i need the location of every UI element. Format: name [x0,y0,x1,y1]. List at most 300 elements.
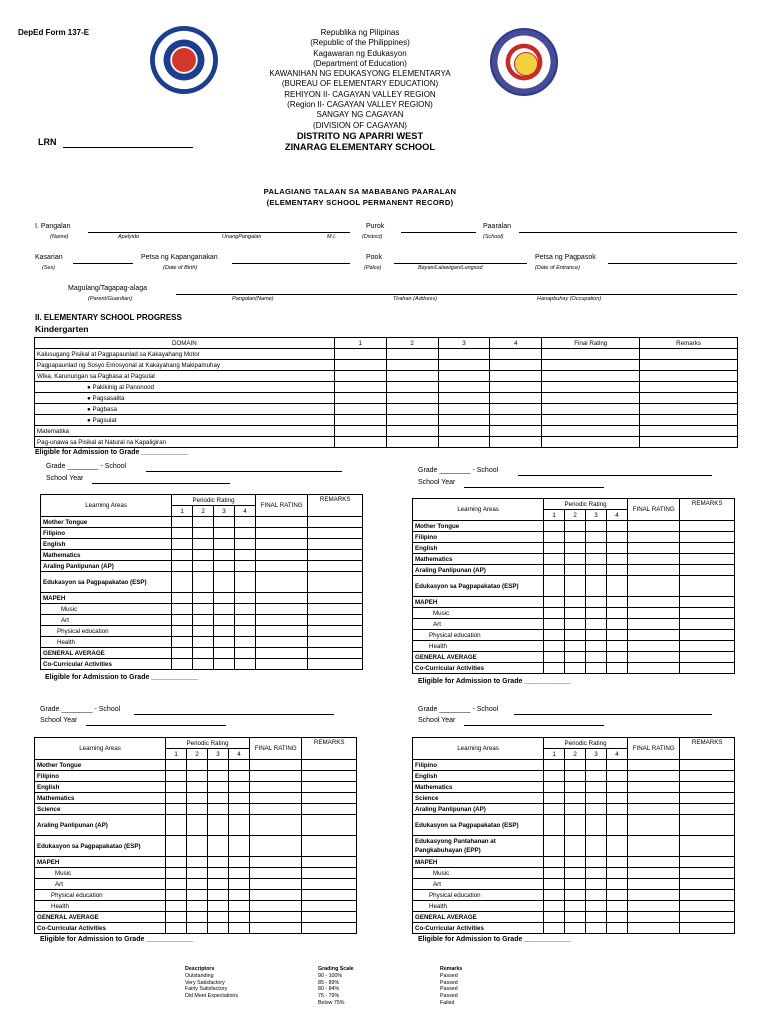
remarks-cell[interactable] [680,836,735,857]
rating-cell[interactable] [208,836,229,857]
final-cell[interactable] [255,572,307,593]
remarks-cell[interactable] [302,879,357,890]
school-field[interactable] [519,232,737,233]
rating-cell[interactable] [565,532,586,543]
remarks-cell[interactable] [640,437,738,448]
rating-cell[interactable] [386,404,438,415]
rating-cell[interactable] [172,626,193,637]
final-cell[interactable] [542,393,640,404]
rating-cell[interactable] [208,890,229,901]
rating-cell[interactable] [214,593,235,604]
rating-cell[interactable] [544,782,565,793]
remarks-cell[interactable] [680,565,735,576]
rating-cell[interactable] [208,793,229,804]
remarks-cell[interactable] [308,615,363,626]
rating-cell[interactable] [208,782,229,793]
rating-cell[interactable] [334,404,386,415]
rating-cell[interactable] [386,426,438,437]
rating-cell[interactable] [544,532,565,543]
rating-cell[interactable] [586,619,607,630]
rating-cell[interactable] [544,641,565,652]
rating-cell[interactable] [166,760,187,771]
final-cell[interactable] [627,890,679,901]
rating-cell[interactable] [235,615,256,626]
remarks-cell[interactable] [308,528,363,539]
rating-cell[interactable] [187,782,208,793]
rating-cell[interactable] [607,923,628,934]
rating-cell[interactable] [544,760,565,771]
rating-cell[interactable] [229,815,250,836]
rating-cell[interactable] [229,804,250,815]
rating-cell[interactable] [187,879,208,890]
rating-cell[interactable] [229,879,250,890]
rating-cell[interactable] [607,901,628,912]
rating-cell[interactable] [214,659,235,670]
final-cell[interactable] [255,539,307,550]
rating-cell[interactable] [172,561,193,572]
rating-cell[interactable] [544,771,565,782]
rating-cell[interactable] [607,521,628,532]
final-cell[interactable] [627,543,679,554]
rating-cell[interactable] [172,659,193,670]
remarks-cell[interactable] [302,901,357,912]
entrance-field[interactable] [608,263,737,264]
rating-cell[interactable] [334,437,386,448]
rating-cell[interactable] [172,572,193,593]
rating-cell[interactable] [172,604,193,615]
remarks-cell[interactable] [680,815,735,836]
remarks-cell[interactable] [308,517,363,528]
remarks-cell[interactable] [680,619,735,630]
remarks-cell[interactable] [680,630,735,641]
remarks-cell[interactable] [302,760,357,771]
rating-cell[interactable] [166,890,187,901]
rating-cell[interactable] [490,360,542,371]
school-field[interactable] [518,475,712,476]
rating-cell[interactable] [438,426,490,437]
rating-cell[interactable] [438,349,490,360]
rating-cell[interactable] [565,608,586,619]
remarks-cell[interactable] [680,912,735,923]
rating-cell[interactable] [565,576,586,597]
rating-cell[interactable] [544,879,565,890]
rating-cell[interactable] [166,782,187,793]
rating-cell[interactable] [214,550,235,561]
rating-cell[interactable] [607,597,628,608]
rating-cell[interactable] [334,360,386,371]
rating-cell[interactable] [544,804,565,815]
remarks-cell[interactable] [640,360,738,371]
rating-cell[interactable] [565,597,586,608]
final-cell[interactable] [249,857,301,868]
rating-cell[interactable] [166,868,187,879]
final-cell[interactable] [627,923,679,934]
remarks-cell[interactable] [640,393,738,404]
rating-cell[interactable] [166,879,187,890]
rating-cell[interactable] [208,771,229,782]
rating-cell[interactable] [172,539,193,550]
rating-cell[interactable] [544,576,565,597]
rating-cell[interactable] [229,912,250,923]
rating-cell[interactable] [214,626,235,637]
rating-cell[interactable] [229,782,250,793]
final-cell[interactable] [249,890,301,901]
remarks-cell[interactable] [302,923,357,934]
remarks-cell[interactable] [308,572,363,593]
rating-cell[interactable] [208,760,229,771]
rating-cell[interactable] [586,608,607,619]
rating-cell[interactable] [187,912,208,923]
remarks-cell[interactable] [680,760,735,771]
rating-cell[interactable] [172,615,193,626]
rating-cell[interactable] [187,771,208,782]
rating-cell[interactable] [214,517,235,528]
rating-cell[interactable] [544,836,565,857]
rating-cell[interactable] [586,597,607,608]
rating-cell[interactable] [386,382,438,393]
rating-cell[interactable] [334,393,386,404]
rating-cell[interactable] [235,561,256,572]
rating-cell[interactable] [565,652,586,663]
rating-cell[interactable] [586,836,607,857]
final-cell[interactable] [627,815,679,836]
rating-cell[interactable] [208,868,229,879]
rating-cell[interactable] [607,912,628,923]
rating-cell[interactable] [386,415,438,426]
rating-cell[interactable] [208,901,229,912]
rating-cell[interactable] [438,415,490,426]
remarks-cell[interactable] [680,521,735,532]
final-cell[interactable] [627,771,679,782]
remarks-cell[interactable] [640,382,738,393]
rating-cell[interactable] [187,793,208,804]
final-cell[interactable] [255,593,307,604]
rating-cell[interactable] [586,857,607,868]
rating-cell[interactable] [235,539,256,550]
rating-cell[interactable] [166,793,187,804]
remarks-cell[interactable] [680,608,735,619]
final-cell[interactable] [627,868,679,879]
final-cell[interactable] [255,550,307,561]
rating-cell[interactable] [565,793,586,804]
rating-cell[interactable] [187,923,208,934]
rating-cell[interactable] [586,565,607,576]
rating-cell[interactable] [544,663,565,674]
rating-cell[interactable] [565,565,586,576]
rating-cell[interactable] [193,528,214,539]
final-cell[interactable] [249,923,301,934]
rating-cell[interactable] [565,630,586,641]
rating-cell[interactable] [607,663,628,674]
rating-cell[interactable] [172,637,193,648]
final-cell[interactable] [255,615,307,626]
rating-cell[interactable] [586,890,607,901]
remarks-cell[interactable] [680,793,735,804]
rating-cell[interactable] [229,771,250,782]
rating-cell[interactable] [214,528,235,539]
rating-cell[interactable] [607,815,628,836]
remarks-cell[interactable] [302,912,357,923]
rating-cell[interactable] [490,349,542,360]
rating-cell[interactable] [490,426,542,437]
final-cell[interactable] [542,404,640,415]
rating-cell[interactable] [208,815,229,836]
rating-cell[interactable] [586,543,607,554]
rating-cell[interactable] [172,648,193,659]
remarks-cell[interactable] [680,857,735,868]
final-cell[interactable] [627,836,679,857]
rating-cell[interactable] [607,576,628,597]
name-field[interactable] [88,232,350,233]
remarks-cell[interactable] [680,652,735,663]
rating-cell[interactable] [565,836,586,857]
rating-cell[interactable] [386,349,438,360]
remarks-cell[interactable] [680,576,735,597]
remarks-cell[interactable] [680,543,735,554]
remarks-cell[interactable] [302,857,357,868]
remarks-cell[interactable] [680,641,735,652]
rating-cell[interactable] [235,517,256,528]
school-year-field[interactable] [464,487,604,488]
final-cell[interactable] [249,771,301,782]
rating-cell[interactable] [235,593,256,604]
final-cell[interactable] [627,608,679,619]
school-field[interactable] [134,714,334,715]
rating-cell[interactable] [607,760,628,771]
rating-cell[interactable] [229,923,250,934]
final-cell[interactable] [627,597,679,608]
rating-cell[interactable] [187,857,208,868]
rating-cell[interactable] [544,597,565,608]
rating-cell[interactable] [235,637,256,648]
rating-cell[interactable] [229,901,250,912]
remarks-cell[interactable] [680,597,735,608]
rating-cell[interactable] [586,793,607,804]
rating-cell[interactable] [490,371,542,382]
rating-cell[interactable] [607,554,628,565]
rating-cell[interactable] [565,782,586,793]
rating-cell[interactable] [607,868,628,879]
rating-cell[interactable] [586,532,607,543]
rating-cell[interactable] [214,604,235,615]
final-cell[interactable] [249,879,301,890]
rating-cell[interactable] [193,648,214,659]
final-cell[interactable] [542,349,640,360]
rating-cell[interactable] [586,815,607,836]
final-cell[interactable] [627,879,679,890]
rating-cell[interactable] [208,923,229,934]
rating-cell[interactable] [208,912,229,923]
rating-cell[interactable] [208,857,229,868]
final-cell[interactable] [542,437,640,448]
rating-cell[interactable] [187,804,208,815]
final-cell[interactable] [627,576,679,597]
rating-cell[interactable] [607,782,628,793]
remarks-cell[interactable] [308,604,363,615]
rating-cell[interactable] [166,836,187,857]
rating-cell[interactable] [438,437,490,448]
rating-cell[interactable] [490,393,542,404]
rating-cell[interactable] [490,404,542,415]
final-cell[interactable] [249,804,301,815]
rating-cell[interactable] [607,652,628,663]
final-cell[interactable] [255,626,307,637]
rating-cell[interactable] [172,517,193,528]
remarks-cell[interactable] [302,836,357,857]
rating-cell[interactable] [586,630,607,641]
final-cell[interactable] [249,901,301,912]
rating-cell[interactable] [607,771,628,782]
rating-cell[interactable] [544,793,565,804]
place-field[interactable] [394,263,527,264]
rating-cell[interactable] [586,576,607,597]
rating-cell[interactable] [229,760,250,771]
remarks-cell[interactable] [640,371,738,382]
rating-cell[interactable] [565,923,586,934]
rating-cell[interactable] [166,771,187,782]
rating-cell[interactable] [334,371,386,382]
remarks-cell[interactable] [680,782,735,793]
final-cell[interactable] [627,619,679,630]
final-cell[interactable] [627,804,679,815]
rating-cell[interactable] [214,648,235,659]
rating-cell[interactable] [565,663,586,674]
remarks-cell[interactable] [308,637,363,648]
final-cell[interactable] [249,782,301,793]
rating-cell[interactable] [386,371,438,382]
rating-cell[interactable] [214,539,235,550]
remarks-cell[interactable] [680,532,735,543]
school-field[interactable] [146,471,342,472]
rating-cell[interactable] [438,371,490,382]
final-cell[interactable] [255,637,307,648]
rating-cell[interactable] [586,912,607,923]
final-cell[interactable] [627,630,679,641]
rating-cell[interactable] [193,604,214,615]
final-cell[interactable] [627,663,679,674]
school-year-field[interactable] [464,725,604,726]
rating-cell[interactable] [193,615,214,626]
rating-cell[interactable] [544,815,565,836]
rating-cell[interactable] [565,521,586,532]
remarks-cell[interactable] [680,890,735,901]
rating-cell[interactable] [187,836,208,857]
rating-cell[interactable] [166,923,187,934]
rating-cell[interactable] [607,890,628,901]
rating-cell[interactable] [565,771,586,782]
rating-cell[interactable] [166,912,187,923]
rating-cell[interactable] [334,415,386,426]
remarks-cell[interactable] [640,349,738,360]
final-cell[interactable] [627,532,679,543]
rating-cell[interactable] [193,593,214,604]
remarks-cell[interactable] [640,415,738,426]
rating-cell[interactable] [166,901,187,912]
rating-cell[interactable] [565,804,586,815]
rating-cell[interactable] [193,550,214,561]
final-cell[interactable] [542,382,640,393]
rating-cell[interactable] [438,360,490,371]
rating-cell[interactable] [172,528,193,539]
final-cell[interactable] [627,760,679,771]
rating-cell[interactable] [586,923,607,934]
rating-cell[interactable] [565,912,586,923]
final-cell[interactable] [627,641,679,652]
rating-cell[interactable] [193,572,214,593]
final-cell[interactable] [627,857,679,868]
final-cell[interactable] [627,521,679,532]
remarks-cell[interactable] [302,868,357,879]
remarks-cell[interactable] [640,404,738,415]
rating-cell[interactable] [586,782,607,793]
rating-cell[interactable] [187,901,208,912]
rating-cell[interactable] [229,793,250,804]
rating-cell[interactable] [229,857,250,868]
remarks-cell[interactable] [640,426,738,437]
rating-cell[interactable] [544,890,565,901]
rating-cell[interactable] [565,857,586,868]
rating-cell[interactable] [235,550,256,561]
rating-cell[interactable] [586,901,607,912]
rating-cell[interactable] [586,663,607,674]
final-cell[interactable] [255,561,307,572]
remarks-cell[interactable] [680,868,735,879]
remarks-cell[interactable] [308,550,363,561]
school-field[interactable] [514,714,712,715]
rating-cell[interactable] [544,608,565,619]
rating-cell[interactable] [229,836,250,857]
rating-cell[interactable] [607,793,628,804]
rating-cell[interactable] [166,857,187,868]
rating-cell[interactable] [565,554,586,565]
dob-field[interactable] [232,263,350,264]
rating-cell[interactable] [586,868,607,879]
rating-cell[interactable] [193,561,214,572]
rating-cell[interactable] [607,836,628,857]
final-cell[interactable] [627,565,679,576]
final-cell[interactable] [255,528,307,539]
rating-cell[interactable] [607,532,628,543]
rating-cell[interactable] [490,382,542,393]
remarks-cell[interactable] [680,771,735,782]
rating-cell[interactable] [490,415,542,426]
rating-cell[interactable] [565,879,586,890]
final-cell[interactable] [542,415,640,426]
rating-cell[interactable] [438,393,490,404]
remarks-cell[interactable] [680,923,735,934]
rating-cell[interactable] [607,641,628,652]
final-cell[interactable] [249,836,301,857]
final-cell[interactable] [542,426,640,437]
rating-cell[interactable] [565,543,586,554]
rating-cell[interactable] [544,543,565,554]
final-cell[interactable] [249,868,301,879]
rating-cell[interactable] [166,815,187,836]
rating-cell[interactable] [208,804,229,815]
remarks-cell[interactable] [302,782,357,793]
final-cell[interactable] [249,815,301,836]
remarks-cell[interactable] [308,593,363,604]
rating-cell[interactable] [214,637,235,648]
rating-cell[interactable] [586,760,607,771]
remarks-cell[interactable] [308,539,363,550]
rating-cell[interactable] [607,543,628,554]
rating-cell[interactable] [214,572,235,593]
rating-cell[interactable] [166,804,187,815]
rating-cell[interactable] [229,868,250,879]
final-cell[interactable] [627,901,679,912]
rating-cell[interactable] [565,901,586,912]
